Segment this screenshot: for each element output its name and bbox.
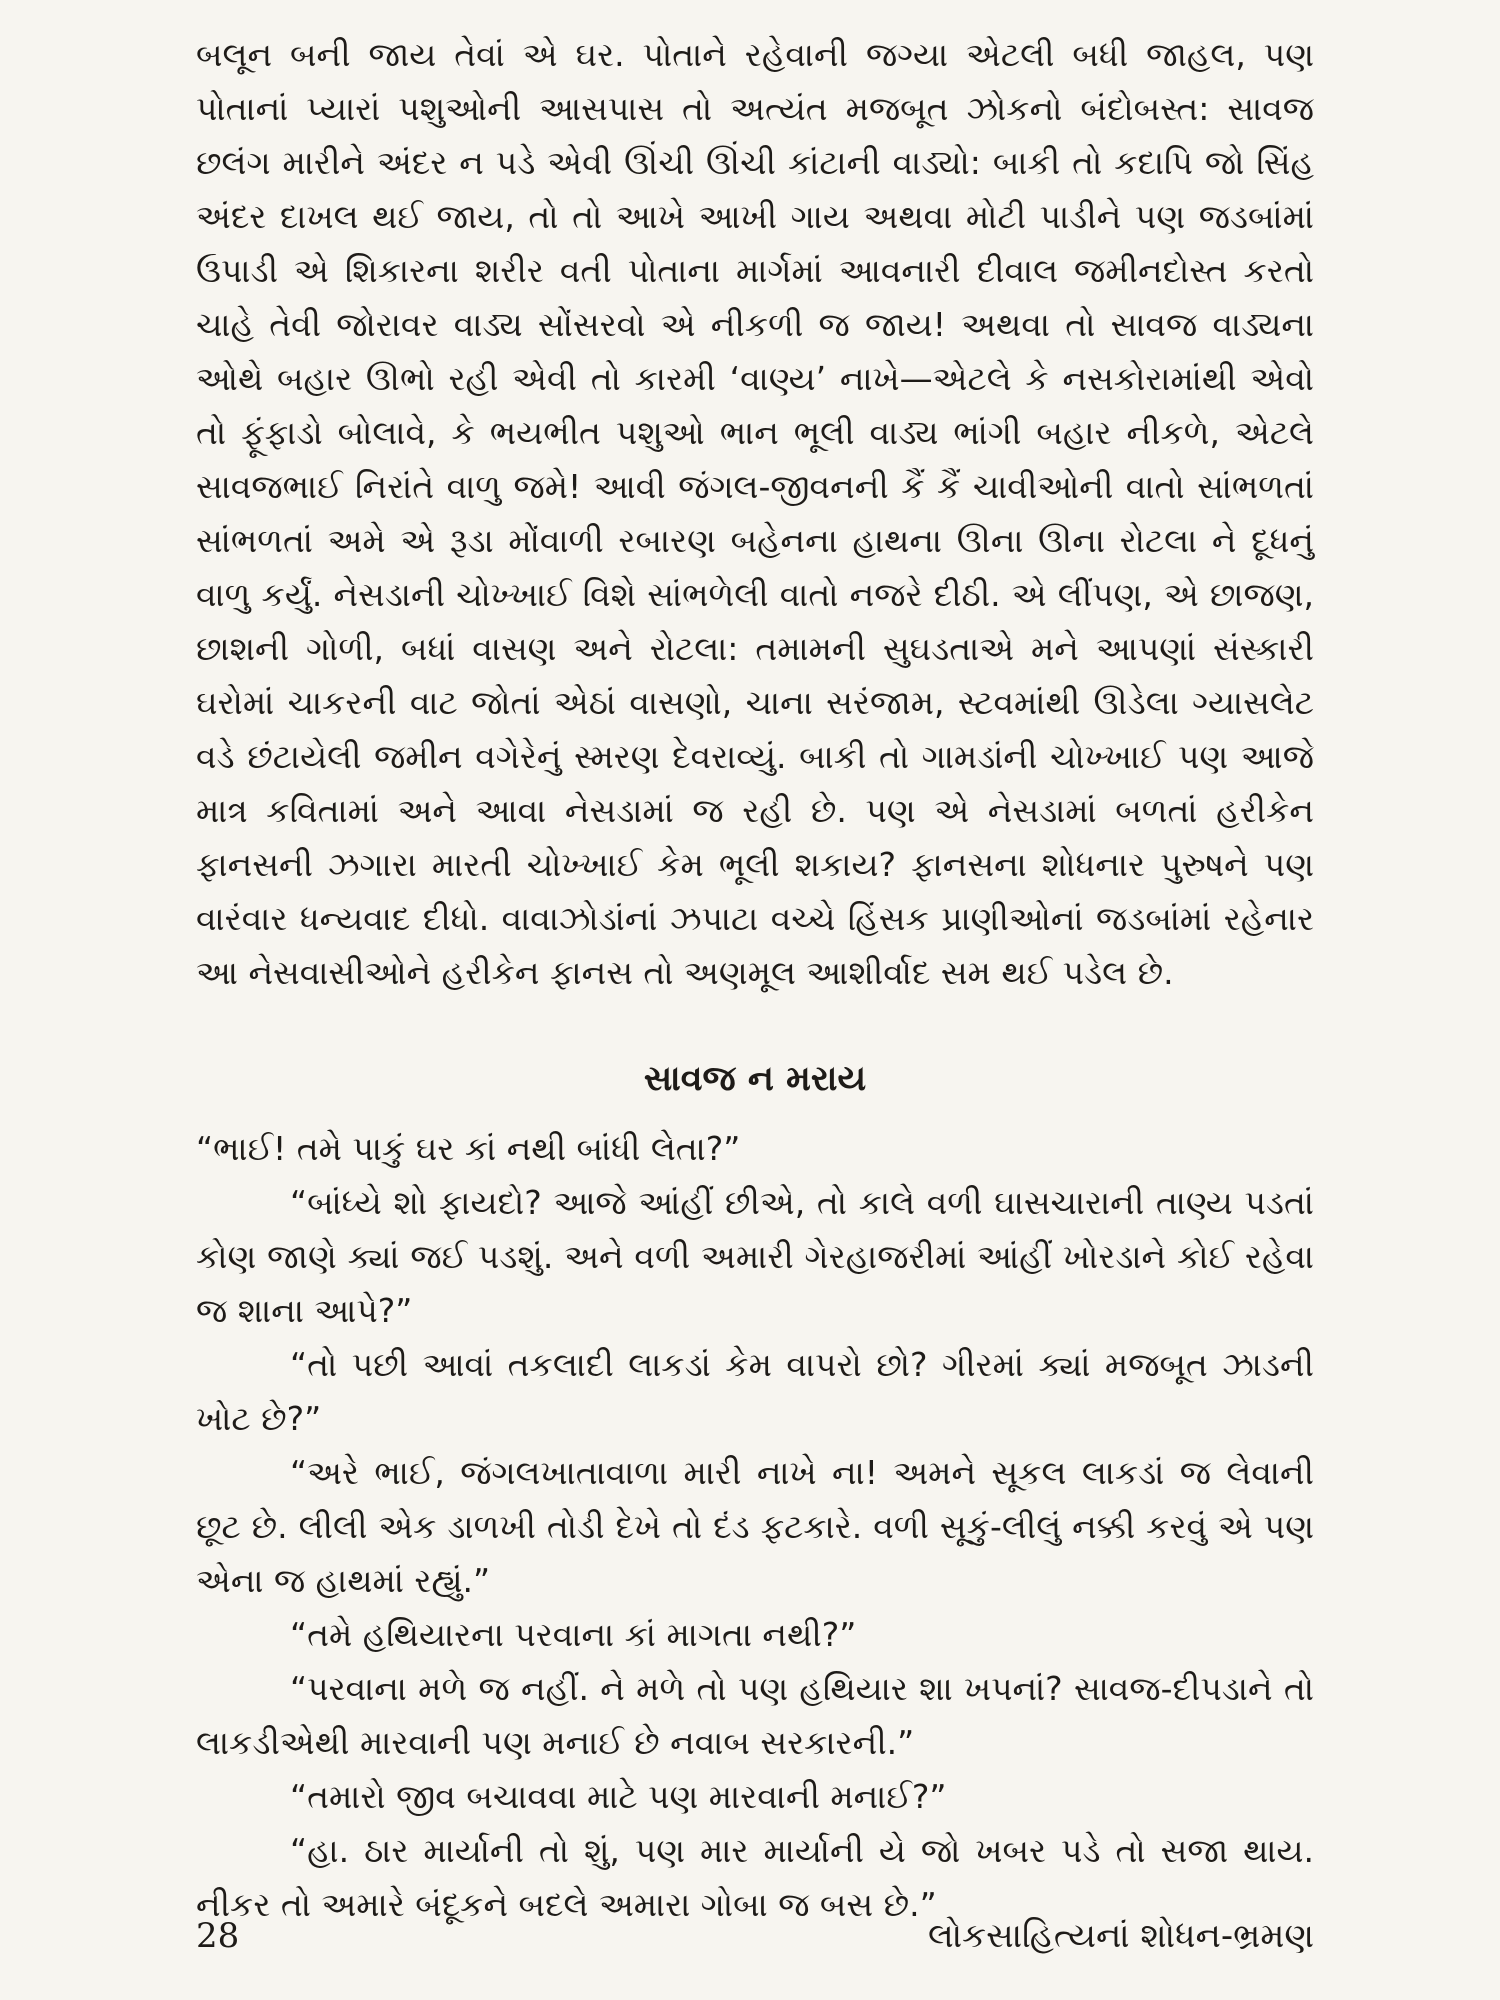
dialogue-line: “તો પછી આવાં તકલાદી લાકડાં કેમ વાપરો છો? ગીરમાં ક્યાં મજબૂત ઝાડની ખોટ છે?” xyxy=(196,1345,1314,1438)
body-paragraph: બલૂન બની જાય તેવાં એ ઘર. પોતાને રહેવાની જગ્યા એટલી બધી જાહલ, પણ પોતાનાં પ્યારાં પશુઓની આસપાસ તો અત્યંત મજબૂત ઝોકનો બંદોબસ્ત: સાવજ છલંગ મારીને અંદર ન પડે એવી ઊંચી ઊંચી કાંટાની વાડ્યો: બાકી તો કદાપિ જો સિંહ અંદર દાખલ થઈ જાય, તો તો આખે આખી ગાય અથવા મોટી પાડીને પણ જડબાંમાં ઉપાડી એ શિકારના શરીર વતી પોતાના માર્ગમાં આવનારી દીવાલ જમીનદોસ્ત કરતો ચાહે તેવી જોરાવર વાડ્ય સોંસરવો એ નીકળી જ જાય! અથવા તો સાવજ વાડ્યના ઓથે બહાર ઊભો રહી એવી તો કારમી ‘વાણ્ય’ નાખે—એટલે કે નસકોરામાંથી એવો તો ફૂંફાડો બોલાવે, કે ભયભીત પશુઓ ભાન ભૂલી વાડ્ય ભાંગી બહાર નીકળે, એટલે સાવજભાઈ નિરાંતે વાળુ જમે! આવી જંગલ-જીવનની કૈં કૈં ચાવીઓની વાતો સાંભળતાં સાંભળતાં અમે એ રૂડા મોંવાળી રબારણ બહેનના હાથના ઊના ઊના રોટલા ને દૂધનું વાળુ કર્યું. નેસડાની ચોખ્ખાઈ વિશે સાંભળેલી વાતો નજરે દીઠી. એ લીંપણ, એ છાજણ, છાશની ગોળી, બધાં વાસણ અને રોટલા: તમામની સુઘડતાએ મને આપણાં સંસ્કારી ઘરોમાં ચાકરની વાટ જોતાં એઠાં વાસણો, ચાના સરંજામ, સ્ટવમાંથી ઊડેલા ગ્યાસલેટ વડે છંટાયેલી જમીન વગેરેનું સ્મરણ દેવરાવ્યું. બાકી તો ગામડાંની ચોખ્ખાઈ પણ આજે માત્ર કવિતામાં અને આવા નેસડામાં જ રહી છે. પણ એ નેસડામાં બળતાં હરીકેન ફાનસની ઝગારા મારતી ચોખ્ખાઈ કેમ ભૂલી શકાય? ફાનસના શોધનાર પુરુષને પણ વારંવાર ધન્યવાદ દીધો. વાવાઝોડાંનાં ઝપાટા વચ્ચે હિંસક પ્રાણીઓનાં જડબાંમાં રહેનાર આ નેસવાસીઓને હરીકેન ફાનસ તો અણમૂલ આશીર્વાદ સમ થઈ પડેલ છે. xyxy=(196,35,1314,992)
running-book-title: લોકસાહિત્યનાં શોધન-ભ્રમણ xyxy=(927,1916,1314,1956)
page-number: 28 xyxy=(196,1916,240,1956)
dialogue-line: “તમે હથિયારના પરવાના કાં માગતા નથી?” xyxy=(290,1615,857,1654)
dialogue-line: “હા. ઠાર માર્યાની તો શું, પણ માર માર્યાની યે જો ખબર પડે તો સજા થાય. નીકર તો અમારે બંદૂકને બદલે અમારા ગોબા જ બસ છે.” xyxy=(196,1831,1314,1924)
dialogue-line: “બાંધ્યે શો ફાયદો? આજે આંહીં છીએ, તો કાલે વળી ઘાસચારાની તાણ્ય પડતાં કોણ જાણે ક્યાં જઈ પડશું. અને વળી અમારી ગેરહાજરીમાં આંહીં ખોરડાને કોઈ રહેવા જ શાના આપે?” xyxy=(196,1183,1314,1330)
dialogue-line: “પરવાના મળે જ નહીં. ને મળે તો પણ હથિયાર શા ખપનાં? સાવજ-દીપડાને તો લાકડીએથી મારવાની પણ મનાઈ છે નવાબ સરકારની.” xyxy=(196,1669,1314,1762)
dialogue-block xyxy=(196,1122,1314,1932)
dialogue-line: “ભાઈ! તમે પાકું ઘર કાં નથી બાંધી લેતા?” xyxy=(196,1129,741,1168)
dialogue-line: “તમારો જીવ બચાવવા માટે પણ મારવાની મનાઈ?” xyxy=(290,1777,947,1816)
dialogue-line: “અરે ભાઈ, જંગલખાતાવાળા મારી નાખે ના! અમને સૂકલ લાકડાં જ લેવાની છૂટ છે. લીલી એક ડાળખી તોડી દેખે તો દંડ ફટકારે. વળી સૂકું-લીલું નક્કી કરવું એ પણ એના જ હાથમાં રહ્યું.” xyxy=(196,1453,1314,1600)
page-footer xyxy=(196,1916,1314,1956)
section-heading: સાવજ ન મરાય xyxy=(643,1059,867,1099)
